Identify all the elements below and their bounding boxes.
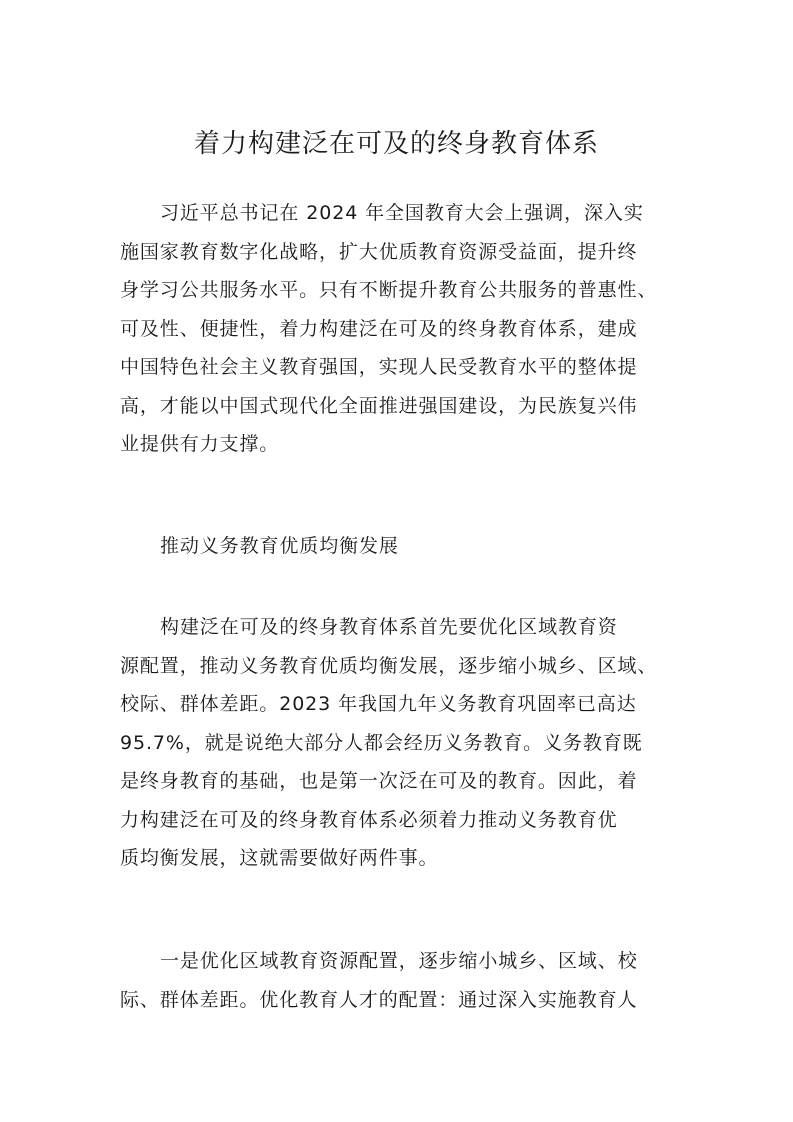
- paragraph-compulsory-education: [120, 608, 680, 878]
- paragraph-line: 高，才能以中国式现代化全面推进强国建设，为民族复兴伟: [120, 394, 638, 417]
- paragraph-line: 身学习公共服务水平。只有不断提升教育公共服务的普惠性、: [120, 279, 658, 301]
- paragraph-line: 95.7%，就是说绝大部分人都会经历义务教育。义务教育既: [120, 731, 643, 754]
- paragraph-line: 可及性、便捷性，着力构建泛在可及的终身教育体系，建成: [120, 317, 638, 340]
- paragraph-line: 一是优化区域教育资源配置，逐步缩小城乡、区域、校: [160, 950, 638, 972]
- paragraph-resource-allocation: [120, 942, 680, 1019]
- paragraph-line: 源配置，推动义务教育优质均衡发展，逐步缩小城乡、区域、: [120, 654, 658, 677]
- paragraph-line: 校际、群体差距。2023 年我国九年义务教育巩固率已高达: [120, 693, 637, 715]
- paragraph-line: 际、群体差距。优化教育人才的配置：通过深入实施教育人: [120, 988, 638, 1011]
- paragraph-intro: [120, 194, 680, 464]
- paragraph-line: 构建泛在可及的终身教育体系首先要优化区域教育资: [160, 616, 618, 638]
- paragraph-line: 中国特色社会主义教育强国，实现人民受教育水平的整体提: [120, 356, 638, 378]
- paragraph-line: 力构建泛在可及的终身教育体系必须着力推动义务教育优: [120, 808, 618, 831]
- section-heading-text: 推动义务教育优质均衡发展: [160, 535, 399, 557]
- paragraph-line: 业提供有力支撑。: [120, 433, 280, 455]
- paragraph-line: 质均衡发展，这就需要做好两件事。: [120, 847, 439, 869]
- paragraph-line: 是终身教育的基础，也是第一次泛在可及的教育。因此，着: [120, 770, 638, 792]
- section-heading: [120, 527, 680, 566]
- document-title: 着力构建泛在可及的终身教育体系: [193, 129, 599, 159]
- paragraph-line: 习近平总书记在 2024 年全国教育大会上强调，深入实: [160, 202, 644, 224]
- paragraph-line: 施国家教育数字化战略，扩大优质教育资源受益面，提升终: [120, 240, 638, 263]
